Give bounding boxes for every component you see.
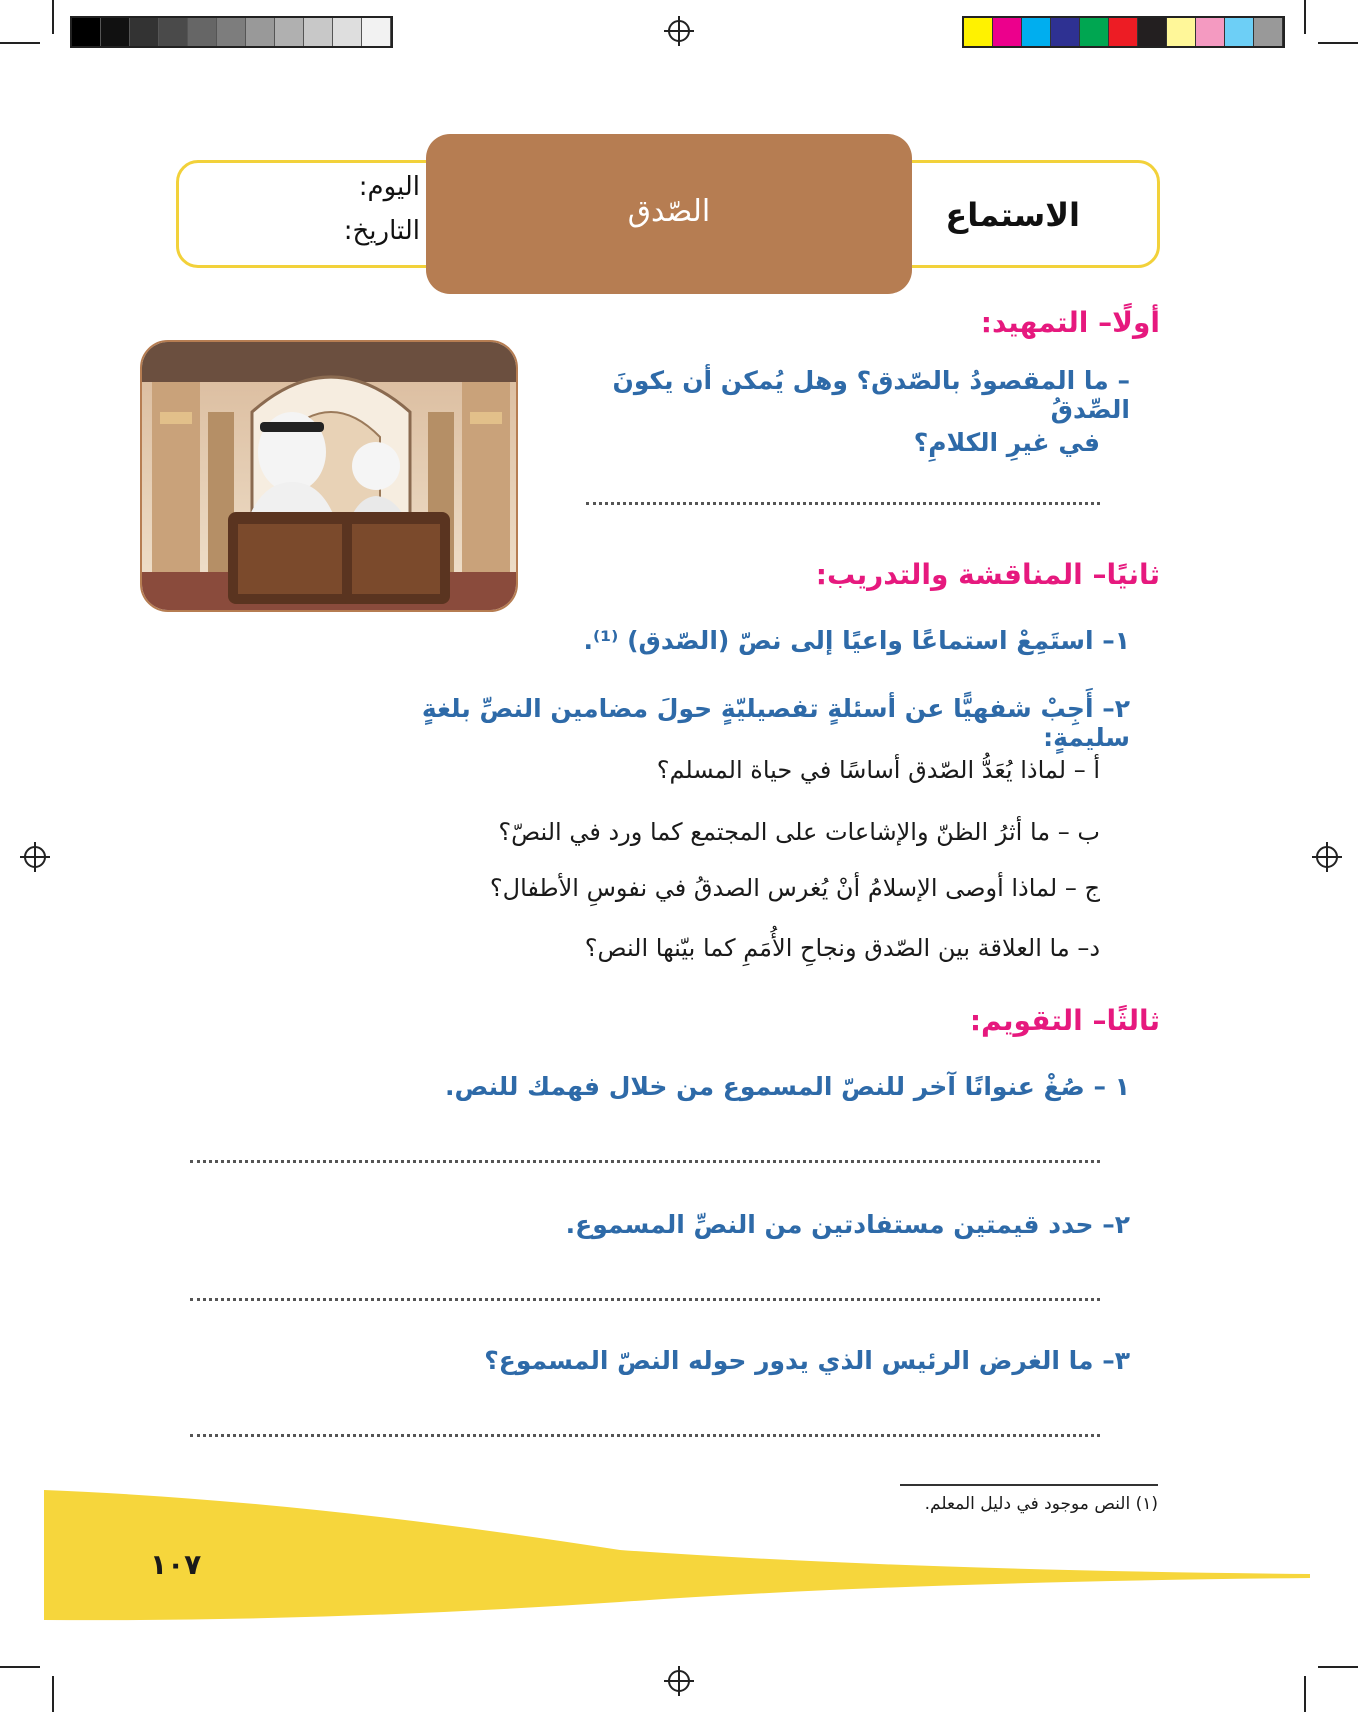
answer-line[interactable] [190,1160,1100,1163]
crop-mark [1318,1666,1358,1668]
print-color-strip [962,16,1285,48]
registration-mark-icon [668,20,690,42]
mosque-scene-illustration [142,342,518,612]
sub-question-d: د– ما العلاقة بين الصّدق ونجاحِ الأُمَمِ كما بيّنها النص؟ [584,934,1100,962]
part3-question2: ٢– حدد قيمتين مستفادتين من النصِّ المسموع. [565,1210,1130,1239]
part2-item2: ٢– أَجِبْ شفهيًّا عن أسئلةٍ تفصيليّةٍ حولَ مضامين النصِّ بلغةٍ سليمةٍ: [421,694,1130,752]
part2-heading: ثانيًا– المناقشة والتدريب: [815,558,1160,591]
mosque-photo [140,340,518,612]
sub-question-b: ب – ما أثرُ الظنّ والإشاعات على المجتمع كما ورد في النصّ؟ [498,818,1100,846]
part1-question-line2: في غيرِ الكلامِ؟ [913,428,1100,457]
crop-mark [1304,1676,1306,1712]
lesson-title-tab [426,134,912,294]
page-number: ١٠٧ [150,1548,202,1581]
part1-heading: أولًا– التمهيد: [980,306,1160,339]
sub-question-c: ج – لماذا أوصى الإسلامُ أنْ يُغرس الصدقُ في نفوسِ الأطفال؟ [489,874,1100,902]
crop-mark [52,0,54,34]
answer-line[interactable] [190,1298,1100,1301]
answer-line[interactable] [586,502,1100,505]
crop-mark [0,42,40,44]
footnote-rule [900,1484,1158,1486]
part3-question3: ٣– ما الغرض الرئيس الذي يدور حوله النصّ المسموع؟ [484,1346,1130,1375]
part1-question-line1: – ما المقصودُ بالصّدق؟ وهل يُمكن أن يكونَ الصِّدقُ [612,366,1130,424]
day-label: اليوم: [358,172,420,202]
sub-question-a: أ – لماذا يُعَدُّ الصّدق أساسًا في حياة المسلم؟ [656,756,1100,784]
part3-question1: ١ – صُغْ عنوانًا آخر للنصّ المسموع من خلال فهمك للنص. [444,1072,1130,1101]
registration-mark-icon [1316,846,1338,868]
answer-line[interactable] [190,1434,1100,1437]
part3-heading: ثالثًا– التقويم: [969,1004,1160,1037]
section-label: الاستماع [945,196,1080,234]
part2-item1: ١– استَمِعْ استماعًا واعيًا إلى نصّ (الصّدق) ⁽¹⁾. [583,626,1130,655]
registration-mark-icon [24,846,46,868]
date-label: التاريخ: [343,216,420,246]
print-grayscale-strip [70,16,393,48]
crop-mark [1304,0,1306,34]
lesson-title: الصّدق [627,194,711,229]
crop-mark [0,1666,40,1668]
crop-mark [52,1676,54,1712]
registration-mark-icon [668,1670,690,1692]
crop-mark [1318,42,1358,44]
footnote: (١) النص موجود في دليل المعلم. [924,1494,1158,1514]
